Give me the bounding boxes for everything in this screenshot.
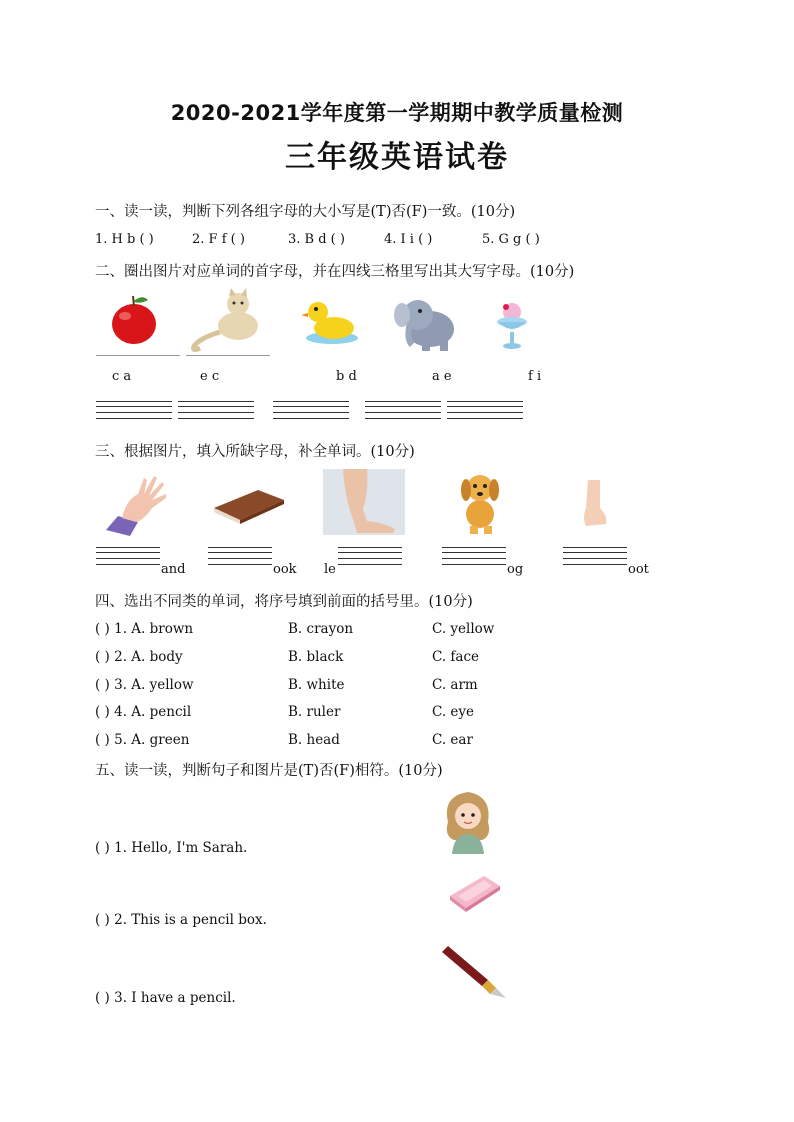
part4-row-num: ( ) 5. A. green: [95, 732, 190, 748]
four-line-grid[interactable]: [208, 546, 272, 566]
four-line-grid[interactable]: [365, 400, 441, 420]
four-line-grid[interactable]: [96, 546, 160, 566]
pencil-box-icon: [446, 872, 502, 914]
elephant-icon: [392, 293, 460, 353]
part5-item: ( ) 3. I have a pencil.: [95, 990, 236, 1006]
part4-row-num: ( ) 3. A. yellow: [95, 677, 194, 693]
part1-item: 1. H b ( ): [95, 232, 154, 247]
part4-option-c: C. arm: [432, 677, 478, 693]
part4-option-c: C. ear: [432, 732, 473, 748]
apple-icon: [106, 292, 162, 348]
part4-row-num: ( ) 2. A. body: [95, 649, 183, 665]
part3-heading: 三、根据图片，填入所缺字母，补全单词。(10分): [95, 444, 415, 460]
word-suffix: og: [507, 562, 524, 577]
leg-icon: [323, 469, 405, 535]
part5-heading: 五、读一读，判断句子和图片是(T)否(F)相符。(10分): [95, 763, 443, 779]
word-suffix: ook: [273, 562, 297, 577]
four-line-grid[interactable]: [273, 400, 349, 420]
part2-heading: 二、圈出图片对应单词的首字母，并在四线三格里写出其大写字母。(10分): [95, 264, 575, 280]
pen-icon: [438, 944, 508, 998]
part4-option-b: B. head: [288, 732, 340, 748]
four-line-grid[interactable]: [447, 400, 523, 420]
part1-item: 4. I i ( ): [384, 232, 433, 247]
four-line-grid[interactable]: [563, 546, 627, 566]
exam-title-line1: 2020-2021学年度第一学期期中教学质量检测: [170, 101, 624, 125]
part4-row-num: ( ) 1. A. brown: [95, 621, 194, 637]
part4-option-c: C. yellow: [432, 621, 495, 637]
part1-heading: 一、读一读，判断下列各组字母的大小写是(T)否(F)一致。(10分): [95, 204, 516, 220]
word-suffix: oot: [628, 562, 649, 577]
part5-item: ( ) 2. This is a pencil box.: [95, 912, 267, 928]
picture-underline: [186, 355, 270, 356]
ice-cream-icon: [494, 300, 530, 354]
part4-row-num: ( ) 4. A. pencil: [95, 704, 192, 720]
word-suffix: and: [161, 562, 186, 577]
part4-option-c: C. eye: [432, 704, 475, 720]
exam-title-line2: 三年级英语试卷: [285, 140, 509, 175]
part4-option-b: B. white: [288, 677, 345, 693]
book-icon: [212, 482, 286, 526]
duck-icon: [302, 298, 360, 346]
picture-underline: [96, 355, 180, 356]
part5-item: ( ) 1. Hello, I'm Sarah.: [95, 840, 248, 856]
dog-icon: [456, 470, 506, 536]
letter-pair: f i: [528, 369, 542, 384]
part4-option-b: B. crayon: [288, 621, 354, 637]
four-line-grid[interactable]: [338, 546, 402, 566]
part4-option-c: C. face: [432, 649, 480, 665]
word-prefix: le: [324, 562, 336, 577]
girl-icon: [442, 788, 494, 854]
part4-heading: 四、选出不同类的单词，将序号填到前面的括号里。(10分): [95, 594, 473, 610]
four-line-grid[interactable]: [178, 400, 254, 420]
part1-item: 5. G g ( ): [482, 232, 540, 247]
four-line-grid[interactable]: [96, 400, 172, 420]
letter-pair: c a: [112, 369, 132, 384]
letter-pair: e c: [200, 369, 220, 384]
part1-item: 3. B d ( ): [288, 232, 345, 247]
part1-item: 2. F f ( ): [192, 232, 245, 247]
part4-option-b: B. black: [288, 649, 344, 665]
cat-icon: [190, 288, 268, 354]
four-line-grid[interactable]: [442, 546, 506, 566]
hand-icon: [104, 472, 170, 536]
foot-icon: [580, 480, 610, 530]
letter-pair: b d: [336, 369, 357, 384]
letter-pair: a e: [432, 369, 452, 384]
leg-photo: [323, 469, 405, 535]
part4-option-b: B. ruler: [288, 704, 341, 720]
